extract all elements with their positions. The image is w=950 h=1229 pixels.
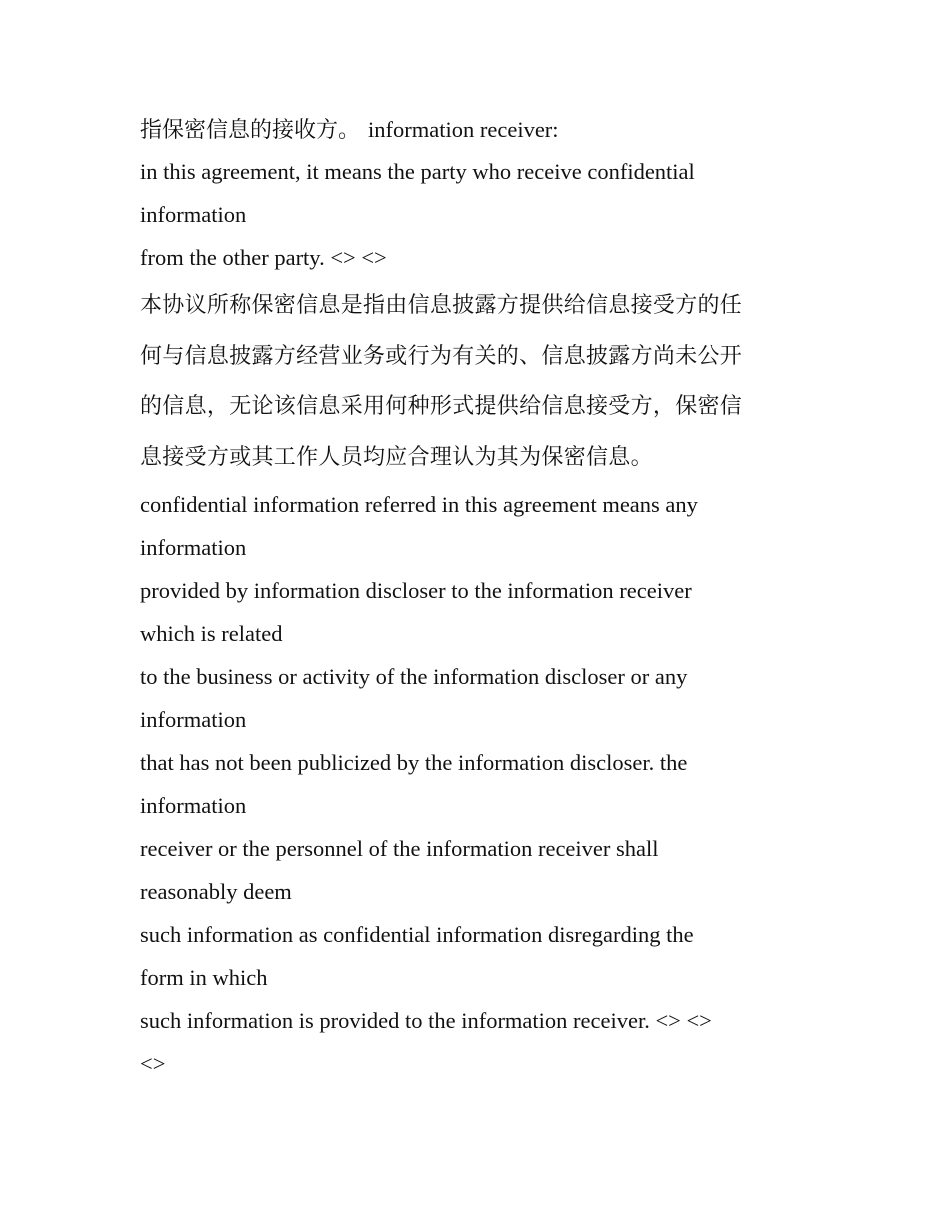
document-page — [140, 110, 820, 1085]
text-line: 何与信息披露方经营业务或行为有关的、信息披露方尚未公开 — [140, 343, 743, 369]
text-line: information — [140, 793, 247, 818]
receiver-definition-en — [140, 150, 820, 279]
text-line: information — [140, 535, 247, 560]
text-line: information — [140, 707, 247, 732]
text-line: to the business or activity of the information discloser or any — [140, 664, 688, 689]
receiver-heading-line — [140, 110, 820, 150]
text-line: such information as confidential information disregarding the — [140, 922, 694, 947]
confidential-definition-cn — [140, 281, 820, 483]
text-line: provided by information discloser to the information receiver — [140, 578, 692, 603]
text-line: information — [140, 202, 247, 227]
text-line: which is related — [140, 621, 283, 646]
text-line: <> — [140, 1051, 166, 1076]
text-line: receiver or the personnel of the information receiver shall — [140, 836, 659, 861]
text-line: in this agreement, it means the party who receive confidential — [140, 159, 695, 184]
text-line: such information is provided to the information receiver. <> <> — [140, 1008, 712, 1033]
text-line: reasonably deem — [140, 879, 292, 904]
confidential-definition-en — [140, 483, 820, 1085]
receiver-heading-en: information receiver: — [368, 117, 559, 142]
text-line: 的信息，无论该信息采用何种形式提供给信息接受方，保密信 — [140, 394, 743, 419]
text-line: from the other party. <> <> — [140, 245, 387, 270]
text-line: that has not been publicized by the information discloser. the — [140, 750, 688, 775]
text-line: form in which — [140, 965, 268, 990]
text-line: 息接受方或其工作人员均应合理认为其为保密信息。 — [140, 444, 653, 470]
text-line: confidential information referred in this agreement means any — [140, 492, 698, 517]
receiver-heading-cn: 指保密信息的接收方。 — [140, 118, 361, 143]
text-line: 本协议所称保密信息是指由信息披露方提供给信息接受方的任 — [140, 293, 743, 318]
